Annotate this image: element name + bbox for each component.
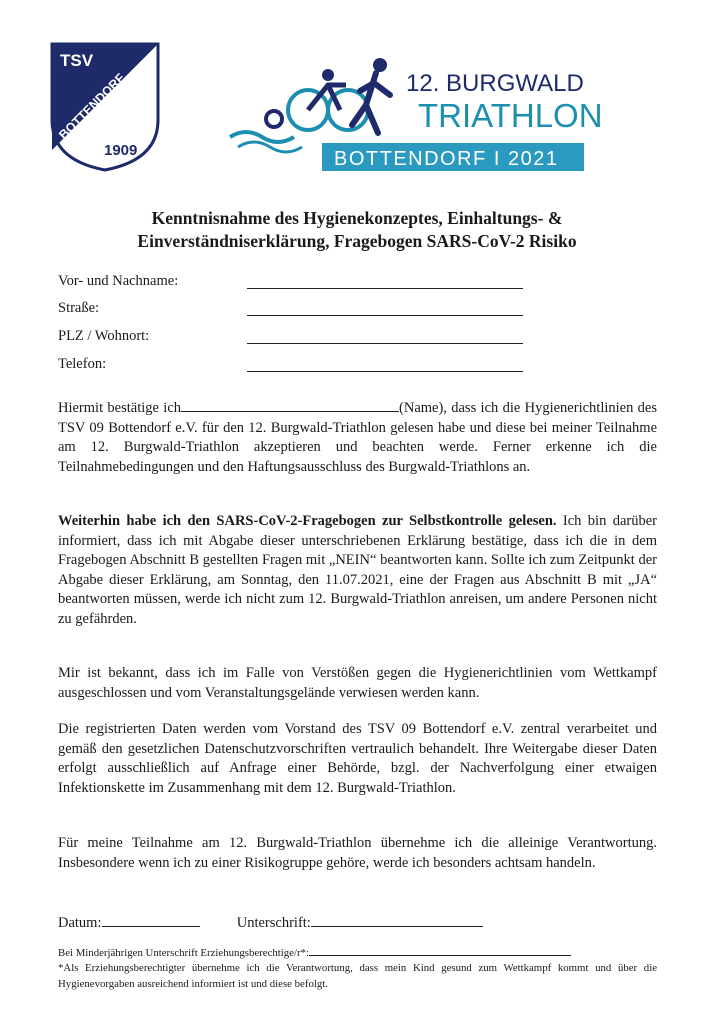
- minor-signature-row: [58, 944, 657, 960]
- zip-city-field[interactable]: [247, 343, 523, 344]
- signature-label: Unterschrift:: [236, 915, 311, 931]
- name-field[interactable]: [247, 288, 523, 289]
- signature-row: [58, 912, 483, 932]
- p1-start: Hiermit bestätige ich: [58, 400, 182, 416]
- event-line2: TRIATHLON: [418, 97, 603, 134]
- title-line-1: Kenntnisnahme des Hygienekonzeptes, Einhaltungs- &: [151, 208, 563, 228]
- document-title: [52, 207, 662, 253]
- tsv-top-text: TSV: [60, 51, 94, 70]
- zip-city-label: PLZ / Wohnort:: [58, 328, 150, 344]
- paragraph-questionnaire: [58, 512, 657, 629]
- guardian-footnote: *Als Erziehungsberechtigter übernehme ich die Verantwortung, dass mein Kind gesund zum Wettkampf kommt und über die Hygienevorgaben ausreichend informiert ist und diese befolgt.: [58, 962, 657, 990]
- name-label: Vor- und Nachname:: [58, 273, 179, 289]
- paragraph-confirmation: [58, 397, 657, 477]
- minor-signature-label: Bei Minderjährigen Unterschrift Erziehungsberechtige/r*:: [58, 947, 309, 959]
- signature-field[interactable]: [311, 912, 483, 927]
- phone-field[interactable]: [247, 371, 523, 372]
- date-field[interactable]: [102, 912, 200, 927]
- minor-signature-field[interactable]: [309, 944, 571, 956]
- title-line-2: Einverständniserklärung, Fragebogen SARS-CoV-2 Risiko: [137, 231, 577, 251]
- tsv-bottendorf-logo: [50, 42, 160, 172]
- event-banner: BOTTENDORF I 2021: [334, 148, 559, 170]
- date-label: Datum:: [58, 915, 102, 931]
- tsv-name-text: BOTTENDORF: [56, 70, 128, 143]
- p2-rest: Ich bin darüber informiert, dass ich mit Abgabe dieser unterschriebenen Erklärung bestätige, dass ich die in dem Fragebogen Abschnitt B gestellten Fragen mit „NEIN“ beantworten kann. Sollte ich zum Zeitpunkt der Abgabe dieser Erklärung, am Sonntag, den 11.07.2021, eine der Fragen aus Abschnitt B mit „JA“ beantworten müssen, werde ich nicht zum 12. Burgwald-Triathlon anreisen, um andere Personen nicht zu gefährden.: [58, 513, 657, 627]
- p1-rest: (Name), dass ich die Hygienerichtlinien des TSV 09 Bottendorf e.V. für den 12. Burgwald-Triathlon gelesen habe und diese bei meiner Teilnahme am 12. Burgwald-Triathlon akzeptieren und beachten werde. Ferner erkenne ich die Teilnahmebedingungen und den Haftungsausschluss des Burgwald-Triathlons an.: [58, 400, 657, 475]
- event-line1: 12. BURGWALD: [406, 70, 584, 97]
- burgwald-triathlon-logo: [228, 55, 608, 185]
- phone-label: Telefon:: [58, 356, 107, 372]
- street-field[interactable]: [247, 315, 523, 316]
- street-label: Straße:: [58, 300, 100, 316]
- paragraph-responsibility: Für meine Teilnahme am 12. Burgwald-Triathlon übernehme ich die alleinige Verantwortung. Insbesondere wenn ich zu einer Risikogruppe gehöre, werde ich besonders achtsam handeln.: [58, 835, 657, 871]
- paragraph-data-protection: Die registrierten Daten werden vom Vorstand des TSV 09 Bottendorf e.V. zentral verarbeitet und gemäß den gesetzlichen Datenschutzvorschriften vertraulich behandelt. Ihre Weitergabe dieser Daten erfolgt ausschließlich auf Anfrage einer Behörde, bzgl. der Nachverfolgung einer etwaigen Infektionskette im Zusammenhang mit dem 12. Burgwald-Triathlon.: [58, 721, 657, 796]
- tsv-year-text: 1909: [104, 142, 138, 159]
- name-inline-field[interactable]: [181, 397, 399, 412]
- p2-bold: Weiterhin habe ich den SARS-CoV-2-Fragebogen zur Selbstkontrolle gelesen.: [58, 513, 557, 529]
- paragraph-violations: Mir ist bekannt, dass ich im Falle von Verstößen gegen die Hygienerichtlinien vom Wettkampf ausgeschlossen und vom Veranstaltungsgelände verwiesen werden kann.: [58, 665, 657, 701]
